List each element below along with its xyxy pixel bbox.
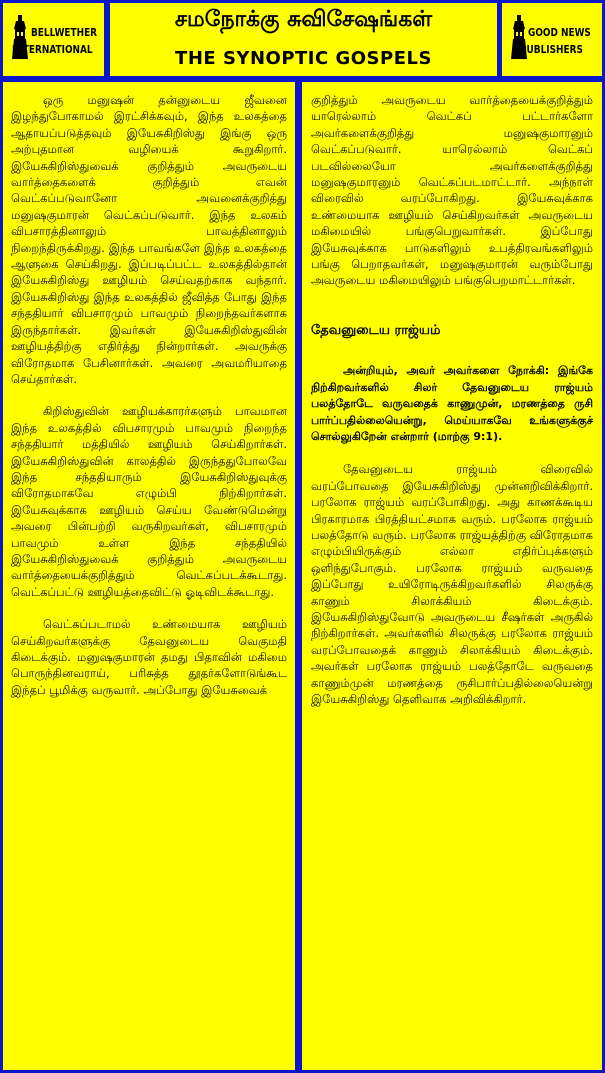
good-news-logo [502,3,602,76]
title-tamil: சமநோக்கு சுவிசேஷங்கள் [174,7,433,32]
left-paragraph-3: வெட்கப்படாமல் உண்மையாக ஊழியம் செய்கிறவர்களுக்கு தேவனுடைய வெகுமதி கிடைக்கும். மனுஷகுமாரன் தமது பிதாவின் மகிமை பொருந்தினவராய், பரிசுத்த தூதர்களோடுங்கூட இந்தப் பூமிக்கு வருவார். அப்போது இயேசுவைக் [11,617,287,697]
logo-left-line2: INTERNATIONAL [12,44,93,56]
scripture-quote: அன்றியும், அவர் அவர்களை நோக்கி: இங்கே நிற்கிறவர்களில் சிலர் தேவனுடைய ராஜ்யம் பலத்தோடே வருவதைக் காணுமுன், மரணத்தை ருசி பார்ப்பதில்லையென்று, மெய்யாகவே உங்களுக்குச் சொல்லுகிறேன் என்றார் (மாற்கு 9:1). [311,364,593,443]
right-column [302,82,602,1070]
left-column [3,82,295,1070]
logo-right-line2: PUBLISHERS [520,44,583,56]
right-paragraph: தேவனுடைய ராஜ்யம் விரைவில் வரப்போவதை இயேசுகிறிஸ்து முன்னறிவிக்கிறார். பரலோக ராஜ்யம் வரப்போகிறது. அது காணக்கூடிய பிரகாரமாக பிரத்தியட்சமாக வரும். பரலோக ராஜ்யம் பலத்தோடு வரும். பரலோக ராஜ்யத்திற்கு விரோதமாக எழும்பியிருக்கும் எல்லா எதிர்ப்புக்களும் ஒளிந்துபோகும். பரலோக ராஜ்யம் வருவதை இப்போது உயிரோடிருக்கிறவர்களில் சிலருக்கு காணும் சிலாக்கியம் கிடைக்கும். இயேசுகிறிஸ்துவோடு அவருடைய சீஷர்கள் அருகில் நிற்கிறார்கள். அவர்களில் சிலருக்கு பரலோக ராஜ்யம் வரப்போவதைக் காணும் சிலாக்கியம் கிடைக்கும். அவர்கள் பரலோக ராஜ்யம் பலத்தோடே வருவதை காணும்முன் மரணத்தை ருசிபார்ப்பதில்லையென்று இயேசுகிறிஸ்து தெளிவாக அறிவிக்கிறார். [311,462,593,706]
logo-right-line1: GOOD NEWS [528,27,591,39]
section-heading: தேவனுடைய ராஜ்யம் [311,322,441,338]
title-english: THE SYNOPTIC GOSPELS [175,48,432,69]
left-paragraph-2: கிறிஸ்துவின் ஊழியக்காரர்களும் பாவமான இந்த உலகத்தில் விபசாரமும் பாவமும் நிறைந்த சந்ததியார் மத்தியில் ஊழியம் செய்கிறார்கள். இயேசுகிறிஸ்துவின் காலத்தில் இருந்ததுபோலவே இந்த சந்ததியாரும் இயேசுகிறிஸ்துவுக்கு விரோதமாகவே எழும்பி நிற்கிறார்கள். இயேசுவுக்காக ஊழியம் செய்ய வேண்டுமென்று அவரை பின்பற்றி வருகிறவர்கள், விபசாரமும் பாவமும் உள்ள இந்த சந்ததியில் இயேசுகிறிஸ்துவைக் குறித்தும் அவருடைய வார்த்தையைக்குறித்தும் வெட்கப்படக்கூடாது. வெட்கப்பட்டு ஊழியத்தைவிட்டு ஓடிவிடக்கூடாது. [11,404,287,599]
right-continuation: குறித்தும் அவருடைய வார்த்தையைக்குறித்தும் யாரெல்லாம் வெட்கப் பட்டார்களோ அவர்களைக்குறித்து மனுஷகுமாரனும் வெட்கப்படுவார். யாரெல்லாம் வெட்கப் படவில்லையோ அவர்களைக்குறித்து மனுஷகுமாரனும் வெட்கப்படமாட்டார். அந்நாள் விரைவில் வரப்போகிறது. இயேசுவுக்காக உண்மையாக ஊழியம் செய்கிறவர்கள் அவருடைய மகிமையில் பங்குபெறுவார்கள். இப்போது இயேசுவுக்காக பாடுகளிலும் உபத்திரவங்களிலும் பங்கு பெறாதவர்கள், மனுஷகுமாரன் வரும்போது அவருடைய மகிமையிலும் பங்குபெறமாட்டார்கள். [311,93,593,288]
left-paragraph-1: ஒரு மனுஷன் தன்னுடைய ஜீவனை இழந்துபோகாமல் இரட்சிக்கவும், இந்த உலகத்தை ஆதாயப்படுத்தவும் இயேசுகிறிஸ்து இங்கு ஒரு அற்புதமான வழியைக் கூறுகிறார். இயேசுகிறிஸ்துவைக் குறித்தும் அவருடைய வார்த்தைகளைக் குறித்தும் எவன் வெட்கப்படுவானோ அவனைக்குறித்து மனுஷகுமாரன் வெட்கப்படுவார். இந்த உலகம் விபசாரத்தினாலும் பாவத்தினாலும் நிறைந்திருக்கிறது. இந்த பாவங்களே இந்த உலகத்தை ஆளுகை செய்கிறது. இப்படிப்பட்ட உலகத்தில்தான் இயேசுகிறிஸ்து ஊழியம் செய்வதற்காக வந்தார். இயேசுகிறிஸ்து இந்த உலகத்தில் ஜீவித்த போது இந்த சந்ததியார் விபசாரமும் பாவமும் நிறைந்தவர்களாக இருந்தார்கள். இவர்கள் இயேசுகிறிஸ்துவின் ஊழியத்திற்கு எதிர்த்து நின்றார்கள். அவருக்கு விரோதமாக பேசினார்கள். அவரை அவமரியாதை செய்தார்கள். [11,93,287,386]
logo-left-line1: BELLWETHER [31,27,98,39]
bellwether-logo [3,3,104,76]
title-banner [110,3,497,76]
